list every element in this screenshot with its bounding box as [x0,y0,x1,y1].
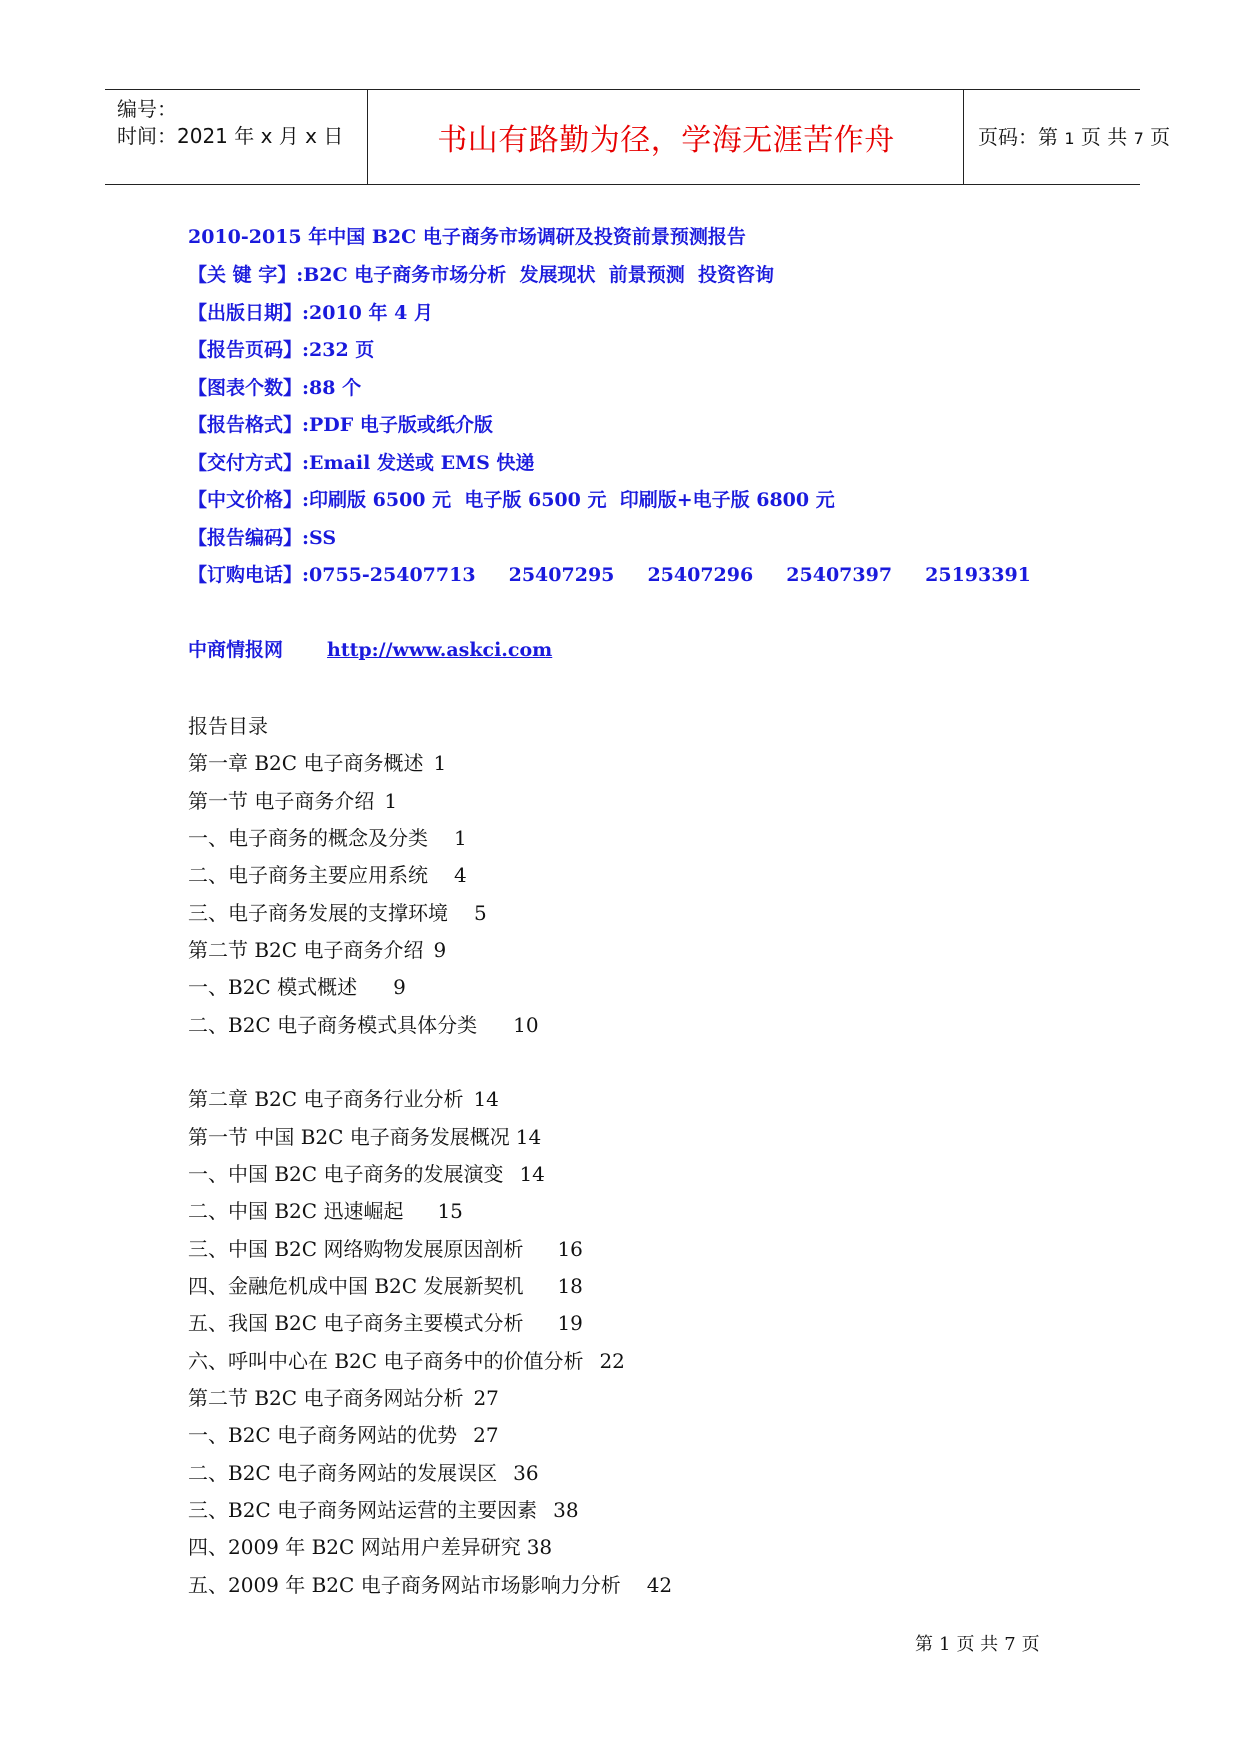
report-meta-row [188,523,336,550]
report-meta-key: 【报告编码】: [188,526,310,549]
toc-entry [188,1457,539,1486]
report-meta-row [188,373,361,400]
toc-entry-page: 9 [433,938,447,962]
header-meta [105,90,367,184]
toc-entry-page: 27 [473,1386,499,1410]
toc-entry [188,822,467,851]
toc-entry-title: 三、中国 B2C 网络购物发展原因剖析 [188,1237,524,1261]
toc-entry-title: 二、电子商务主要应用系统 [188,863,428,887]
report-meta-value: 印刷版 6500 元 电子版 6500 元 印刷版+电子版 6800 元 [309,489,835,511]
toc-entry-page: 14 [519,1162,545,1186]
report-meta-row [188,298,433,325]
header-page-current: 1 [1064,129,1075,148]
footer-mid: 页 共 [956,1634,999,1655]
toc-entry-page: 22 [599,1349,625,1373]
footer-suffix: 页 [1021,1634,1040,1655]
toc-entry-page: 19 [557,1311,583,1335]
toc-entry-page: 42 [646,1573,673,1597]
site-link[interactable]: http://www.askci.com [327,639,553,661]
toc-entry-page: 14 [515,1125,542,1149]
report-meta-value: 232 页 [309,339,375,361]
toc-entry [188,1531,552,1560]
toc-entry [188,1382,499,1411]
toc-entry [188,1083,499,1112]
toc-entry [188,1195,463,1224]
header-page-prefix: 页码：第 [978,125,1058,149]
toc-entry-title: 第一节 电子商务介绍 [188,789,375,813]
toc-entry-page: 5 [474,901,487,925]
toc-entry-title: 一、电子商务的概念及分类 [188,826,428,850]
toc-entry [188,934,446,963]
page-footer [915,1630,1040,1656]
report-meta-value: B2C 电子商务市场分析 发展现状 前景预测 投资咨询 [303,264,774,286]
report-title: 2010-2015 年中国 B2C 电子商务市场调研及投资前景预测报告 [188,226,746,248]
report-meta-value: Email 发送或 EMS 快递 [309,451,535,474]
report-meta-key: 【中文价格】: [188,489,310,511]
report-meta-row [188,485,835,512]
toc-entry [188,785,397,814]
report-meta-value: 2010 年 4 月 [309,301,433,324]
report-meta-key: 【报告页码】: [188,339,310,361]
toc-entry-page: 14 [473,1087,499,1111]
toc-entry-title: 三、电子商务发展的支撑环境 [188,901,448,925]
report-meta-value: 0755-25407713 25407295 25407296 25407397 25193391 [309,564,1031,586]
toc-entry-page: 1 [454,826,467,850]
toc-entry-title: 四、2009 年 B2C 网站用户差异研究 [188,1535,521,1559]
toc-entry-title: 三、B2C 电子商务网站运营的主要因素 [188,1498,538,1522]
header-page-total: 7 [1133,129,1144,148]
report-meta-row [188,260,774,287]
footer-prefix: 第 [915,1634,933,1655]
report-meta-value: 88 个 [309,376,362,399]
header-divider [367,90,368,184]
header-page-mid: 页 共 [1080,125,1128,149]
toc-entry-title: 一、B2C 电子商务网站的优势 [188,1423,458,1447]
toc-entry [188,1121,541,1150]
toc-entry-title: 一、中国 B2C 电子商务的发展演变 [188,1162,504,1186]
toc-entry [188,1158,545,1187]
toc-entry [188,1345,625,1374]
site-line [188,635,552,662]
toc-entry [188,1009,539,1038]
toc-heading: 报告目录 [188,714,268,738]
toc-entry [188,1307,583,1336]
toc-entry-page: 1 [384,789,398,813]
toc-entry-title: 五、我国 B2C 电子商务主要模式分析 [188,1311,524,1335]
toc-entry-title: 第二章 B2C 电子商务行业分析 [188,1087,464,1111]
report-meta-key: 【关 键 字】: [188,264,304,286]
toc-entry-title: 第二节 B2C 电子商务介绍 [188,938,424,962]
report-meta-row [188,448,534,475]
header-page-suffix: 页 [1150,125,1171,149]
toc-entry [188,1494,579,1523]
header-motto: 书山有路勤为径，学海无涯苦作舟 [437,123,895,158]
document-time-label: 时间：2021 年 x 月 x 日 [117,124,344,148]
report-meta-row [188,335,374,362]
page-header [105,89,1171,185]
toc-entry-page: 4 [454,863,467,887]
report-meta-key: 【图表个数】: [188,376,310,399]
toc-entry [188,1569,672,1598]
toc-entry-page: 9 [393,975,406,999]
toc-entry-page: 27 [473,1423,499,1447]
toc-entry-title: 第一节 中国 B2C 电子商务发展概况 [188,1125,510,1149]
toc-entry-page: 38 [553,1498,579,1522]
toc-entry [188,1419,499,1448]
toc-entry-title: 六、呼叫中心在 B2C 电子商务中的价值分析 [188,1349,584,1373]
report-meta-key: 【交付方式】: [188,451,310,474]
site-name: 中商情报网 [188,639,284,661]
toc-entry-title: 一、B2C 模式概述 [188,975,358,999]
report-meta-key: 【出版日期】: [188,301,310,324]
report-meta-row [188,410,493,437]
toc-entry-page: 10 [513,1013,539,1037]
toc-entry-page: 18 [557,1274,583,1298]
toc-entry-title: 第一章 B2C 电子商务概述 [188,751,424,775]
toc-entry-title: 四、金融危机成中国 B2C 发展新契机 [188,1274,524,1298]
toc-entry-page: 15 [437,1199,463,1223]
toc-entry [188,971,406,1000]
footer-current: 1 [939,1634,951,1655]
toc-entry-page: 38 [526,1535,553,1559]
header-page-indicator [978,121,1170,150]
toc-entry-title: 二、B2C 电子商务网站的发展误区 [188,1461,498,1485]
toc-entry-page: 36 [513,1461,539,1485]
report-meta-row [188,560,1031,587]
toc-entry [188,1233,583,1262]
toc-entry-title: 二、中国 B2C 迅速崛起 [188,1199,404,1223]
header-divider [963,90,964,184]
toc-entry [188,897,487,926]
footer-total: 7 [1004,1634,1016,1655]
toc-entry [188,1270,583,1299]
toc-entry [188,859,467,888]
report-meta-key: 【报告格式】: [188,414,310,436]
toc-entry-page: 1 [433,751,447,775]
report-meta-value: SS [309,526,337,549]
toc-entry-title: 五、2009 年 B2C 电子商务网站市场影响力分析 [188,1573,621,1597]
document-number-label: 编号： [117,97,177,121]
toc-entry-page: 16 [557,1237,583,1261]
report-meta-value: PDF 电子版或纸介版 [309,414,493,436]
toc-entry [188,747,446,776]
toc-entry-title: 二、B2C 电子商务模式具体分类 [188,1013,478,1037]
toc-entry-title: 第二节 B2C 电子商务网站分析 [188,1386,464,1410]
report-meta-key: 【订购电话】: [188,564,310,586]
